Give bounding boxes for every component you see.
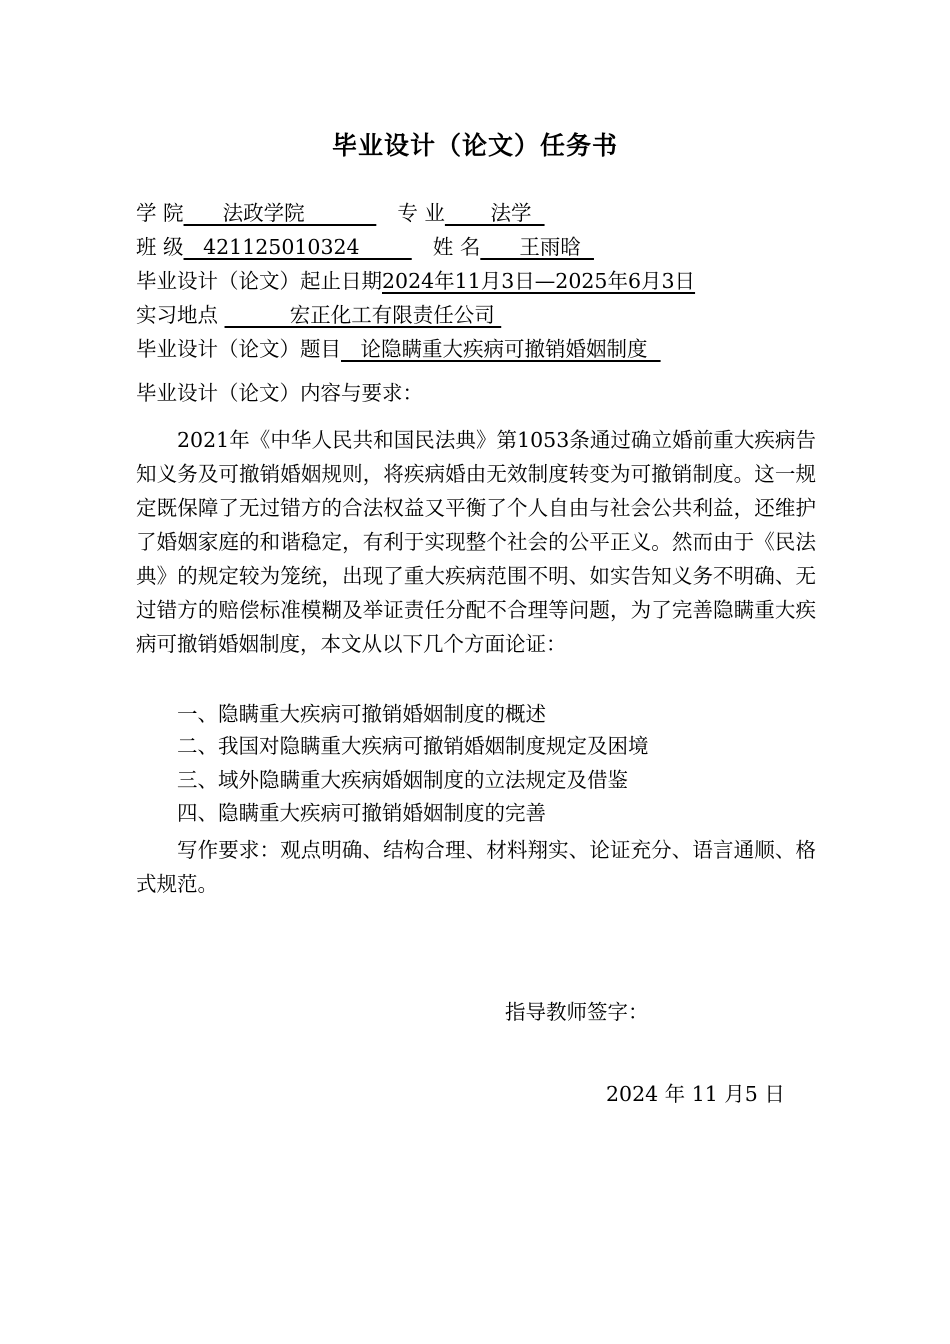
major-value: 法学 — [444, 201, 545, 225]
page-title: 毕业设计（论文）任务书 — [331, 131, 618, 160]
location-label: 实习地点 — [136, 303, 225, 327]
class-value: 421125010324 — [183, 235, 412, 259]
advisor-signature-label: 指导教师签字： — [505, 1000, 649, 1024]
class-name-row — [136, 232, 594, 262]
name-label: 姓 名 — [432, 235, 481, 259]
college-major-row — [136, 198, 545, 228]
college-label: 学 院 — [136, 201, 184, 225]
topic-value: 论隐瞒重大疾病可撤销婚姻制度 — [341, 337, 661, 361]
content-paragraph: 2021年《中华人民共和国民法典》第1053条通过确立婚前重大疾病告知义务及可撤销婚姻规则，将疾病婚由无效制度转变为可撤销制度。这一规定既保障了无过错方的合法权益又平衡了个人自由与社会公共利益，还维护了婚姻家庭的和谐稳定，有利于实现整个社会的公平正义。然而由于《民法典》的规定较为笼统，出现了重大疾病范围不明、如实告知义务不明确、无过错方的赔偿标准模糊及举证责任分配不合理等问题，为了完善隐瞒重大疾病可撤销婚姻制度，本文从以下几个方面论证： — [136, 428, 816, 656]
major-label: 专 业 — [397, 201, 445, 225]
outline-item-2: 二、我国对隐瞒重大疾病可撤销婚姻制度规定及困境 — [177, 734, 649, 758]
signature-date: 2024 年 11 月5 日 — [606, 1082, 785, 1106]
dates-value: 2024年11月3日—2025年6月3日 — [382, 269, 696, 293]
outline-item-1: 一、隐瞒重大疾病可撤销婚姻制度的概述 — [177, 702, 546, 726]
topic-row — [136, 334, 661, 364]
name-value: 王雨晗 — [480, 235, 594, 259]
college-value: 法政学院 — [183, 201, 377, 225]
outline-item-3: 三、域外隐瞒重大疾病婚姻制度的立法规定及借鉴 — [177, 768, 628, 792]
content-heading: 毕业设计（论文）内容与要求： — [136, 381, 423, 405]
writing-requirements: 写作要求：观点明确、结构合理、材料翔实、论证充分、语言通顺、格式规范。 — [136, 838, 816, 896]
location-row — [136, 300, 501, 330]
location-value: 宏正化工有限责任公司 — [224, 303, 502, 327]
class-label: 班 级 — [136, 235, 184, 259]
topic-label: 毕业设计（论文）题目 — [136, 337, 341, 361]
dates-label: 毕业设计（论文）起止日期 — [136, 269, 382, 293]
outline-item-4: 四、隐瞒重大疾病可撤销婚姻制度的完善 — [177, 801, 546, 825]
dates-row — [136, 266, 695, 296]
